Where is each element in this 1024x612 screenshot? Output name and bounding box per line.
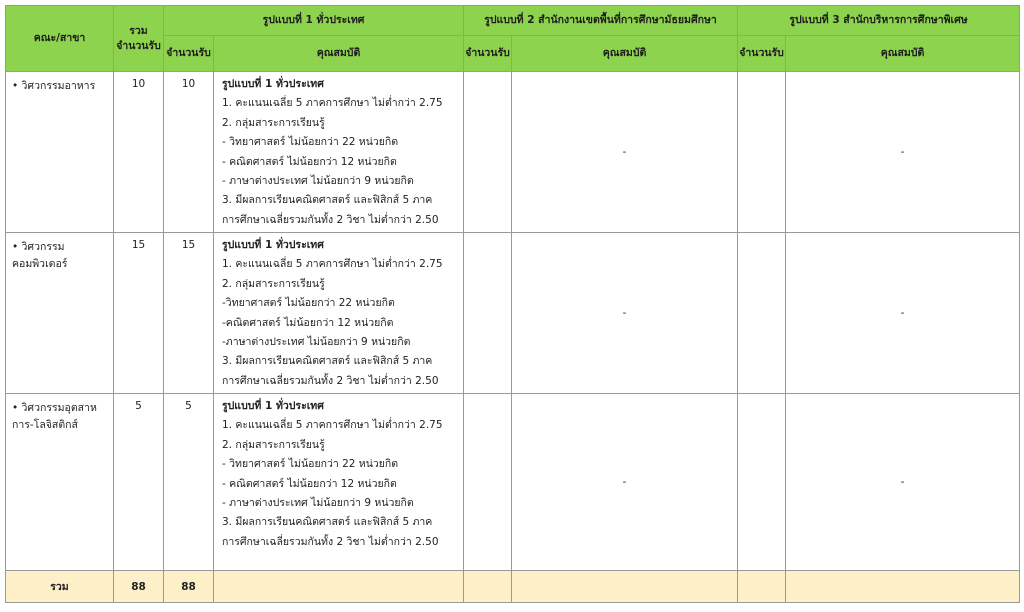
header-round1: รูปแบบที่ 1 ทั่วประเทศ bbox=[164, 6, 464, 36]
header-faculty: คณะ/สาขา bbox=[6, 6, 114, 72]
qualification-line: 2. กลุ่มสาระการเรียนรู้ bbox=[222, 438, 325, 451]
header-round1-seats: จำนวนรับ bbox=[164, 36, 214, 72]
total-row bbox=[6, 571, 1020, 603]
qualification-line: - วิทยาศาสตร์ ไม่น้อยกว่า 22 หน่วยกิต bbox=[222, 136, 399, 149]
qualification-title: รูปแบบที่ 1 ทั่วประเทศ bbox=[222, 78, 324, 90]
table-row bbox=[6, 233, 1020, 394]
qualification-line: 1. คะแนนเฉลี่ย 5 ภาคการศึกษา ไม่ต่ำกว่า 2.75 bbox=[222, 419, 443, 432]
header-round2-qualifications: คุณสมบัติ bbox=[512, 36, 738, 72]
round2-qualifications: - bbox=[512, 233, 738, 394]
round3-seats bbox=[738, 72, 786, 233]
total-empty-cell bbox=[464, 571, 512, 603]
total-seats: 5 bbox=[114, 394, 164, 571]
faculty-name: • วิศวกรรมอาหาร bbox=[6, 72, 114, 233]
qualification-line: - วิทยาศาสตร์ ไม่น้อยกว่า 22 หน่วยกิต bbox=[222, 458, 399, 471]
round1-seats: 10 bbox=[164, 72, 214, 233]
round3-seats bbox=[738, 233, 786, 394]
total-seats: 10 bbox=[114, 72, 164, 233]
total-empty-cell bbox=[786, 571, 1020, 603]
total-seats: 15 bbox=[114, 233, 164, 394]
table-row bbox=[6, 72, 1020, 233]
round2-seats bbox=[464, 233, 512, 394]
qualification-line: -ภาษาต่างประเทศ ไม่น้อยกว่า 9 หน่วยกิต bbox=[222, 336, 411, 349]
round2-qualifications: - bbox=[512, 72, 738, 233]
round2-qualifications: - bbox=[512, 394, 738, 571]
qualification-line: -คณิตศาสตร์ ไม่น้อยกว่า 12 หน่วยกิต bbox=[222, 316, 394, 329]
qualification-line: - คณิตศาสตร์ ไม่น้อยกว่า 12 หน่วยกิต bbox=[222, 477, 397, 490]
total-label: รวม bbox=[6, 571, 114, 603]
round3-seats bbox=[738, 394, 786, 571]
round3-qualifications: - bbox=[786, 72, 1020, 233]
round1-seats: 15 bbox=[164, 233, 214, 394]
total-empty-cell bbox=[214, 571, 464, 603]
table-row bbox=[6, 394, 1020, 571]
qualification-line: -วิทยาศาสตร์ ไม่น้อยกว่า 22 หน่วยกิต bbox=[222, 297, 395, 310]
total-seats-sum: 88 bbox=[114, 571, 164, 603]
qualification-line: 3. มีผลการเรียนคณิตศาสตร์ และฟิสิกส์ 5 ภาค bbox=[222, 355, 433, 368]
faculty-name: • วิศวกรรมคอมพิวเตอร์ bbox=[6, 233, 114, 394]
round1-qualifications bbox=[214, 394, 464, 571]
round3-qualifications: - bbox=[786, 394, 1020, 571]
total-empty-cell bbox=[738, 571, 786, 603]
header-round1-qualifications: คุณสมบัติ bbox=[214, 36, 464, 72]
qualification-line: - ภาษาต่างประเทศ ไม่น้อยกว่า 9 หน่วยกิต bbox=[222, 497, 414, 510]
qualification-line: - คณิตศาสตร์ ไม่น้อยกว่า 12 หน่วยกิต bbox=[222, 155, 397, 168]
header-round2-seats: จำนวนรับ bbox=[464, 36, 512, 72]
qualification-line: 2. กลุ่มสาระการเรียนรู้ bbox=[222, 277, 325, 290]
round1-seats: 5 bbox=[164, 394, 214, 571]
header-round3-seats: จำนวนรับ bbox=[738, 36, 786, 72]
round1-seats-sum: 88 bbox=[164, 571, 214, 603]
round2-seats bbox=[464, 72, 512, 233]
qualification-line: 1. คะแนนเฉลี่ย 5 ภาคการศึกษา ไม่ต่ำกว่า 2.75 bbox=[222, 258, 443, 271]
round2-seats bbox=[464, 394, 512, 571]
qualification-line: 2. กลุ่มสาระการเรียนรู้ bbox=[222, 116, 325, 129]
qualification-title: รูปแบบที่ 1 ทั่วประเทศ bbox=[222, 400, 324, 412]
qualification-line: 3. มีผลการเรียนคณิตศาสตร์ และฟิสิกส์ 5 ภาค bbox=[222, 194, 433, 207]
qualification-line: การศึกษาเฉลี่ยรวมกันทั้ง 2 วิชา ไม่ต่ำกว่า 2.50 bbox=[222, 213, 439, 226]
round3-qualifications: - bbox=[786, 233, 1020, 394]
round1-qualifications bbox=[214, 233, 464, 394]
header-round2: รูปแบบที่ 2 สำนักงานเขตพื้นที่การศึกษามัธยมศึกษา bbox=[464, 6, 738, 36]
qualification-title: รูปแบบที่ 1 ทั่วประเทศ bbox=[222, 239, 324, 251]
qualification-line: - ภาษาต่างประเทศ ไม่น้อยกว่า 9 หน่วยกิต bbox=[222, 175, 414, 188]
header-total-seats: รวมจำนวนรับ bbox=[114, 6, 164, 72]
faculty-name: • วิศวกรรมอุตสาหการ-โลจิสติกส์ bbox=[6, 394, 114, 571]
round1-qualifications bbox=[214, 72, 464, 233]
total-empty-cell bbox=[512, 571, 738, 603]
qualification-line: 3. มีผลการเรียนคณิตศาสตร์ และฟิสิกส์ 5 ภาค bbox=[222, 516, 433, 529]
qualification-line: 1. คะแนนเฉลี่ย 5 ภาคการศึกษา ไม่ต่ำกว่า 2.75 bbox=[222, 97, 443, 110]
admission-quota-table bbox=[5, 5, 1020, 603]
qualification-line: การศึกษาเฉลี่ยรวมกันทั้ง 2 วิชา ไม่ต่ำกว่า 2.50 bbox=[222, 374, 439, 387]
qualification-line: การศึกษาเฉลี่ยรวมกันทั้ง 2 วิชา ไม่ต่ำกว่า 2.50 bbox=[222, 535, 439, 548]
header-round3-qualifications: คุณสมบัติ bbox=[786, 36, 1020, 72]
header-round3: รูปแบบที่ 3 สำนักบริหารการศึกษาพิเศษ bbox=[738, 6, 1020, 36]
